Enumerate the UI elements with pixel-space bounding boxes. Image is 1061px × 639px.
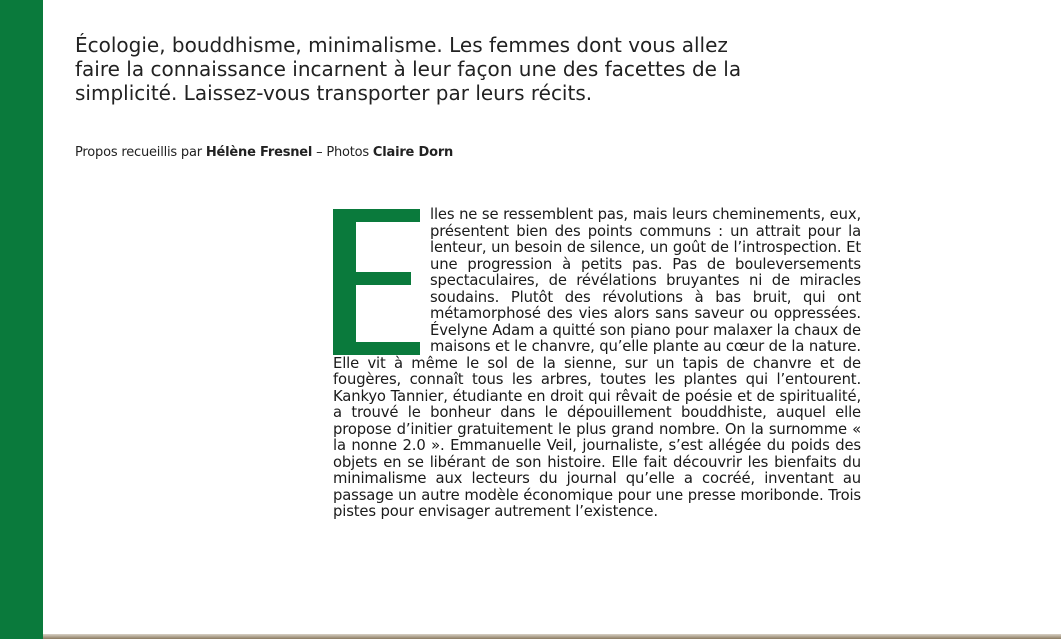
drop-cap-glyph (333, 209, 420, 355)
credits-separator: – Photos (316, 145, 369, 160)
credits-line (75, 145, 453, 160)
drop-cap-letter (333, 207, 334, 208)
article-text: lles ne se ressemblent pas, mais leurs cheminements, eux, présentent bien des points communs : un attrait pour la lenteur, un besoin de silence, un goût de l’introspection. Et une progression à petits pas. Pas de bouleversements spectaculaires, de révélations bruyantes ni de miracles soudains. Plutôt des révolutions à bas bruit, qui ont métamorphosé des vies alors sans saveur ou oppressées. Évelyne Adam a quitté son piano pour malaxer la chaux de maisons et le chanvre, qu’elle plante au cœur de la nature. Elle vit à même le sol de la sienne, sur un tapis de chanvre et de fougères, connaît tous les arbres, toutes les plantes qui l’entourent. Kankyo Tannier, étudiante en droit qui rêvait de poésie et de spiritualité, a trouvé le bonheur dans le dépouillement bouddhiste, auquel elle propose d’initier gratuitement le plus grand nombre. On la surnomme « la nonne 2.0 ». Emmanuelle Veil, journaliste, s’est allégée du poids des objets en se libérant de son histoire. Elle fait découvrir les bienfaits du minimalisme aux lecteurs du journal qu’elle a cocréé, inventant au passage un autre modèle économique pour une presse moribonde. Trois pistes pour envisager autrement l’existence. (333, 206, 861, 520)
drop-cap (333, 207, 420, 355)
article-body (333, 207, 861, 521)
page-bottom-edge (43, 634, 1061, 639)
credits-prefix: Propos recueillis par (75, 145, 202, 160)
credits-author: Hélène Fresnel (205, 145, 313, 160)
intro-paragraph: Écologie, bouddhisme, minimalisme. Les femmes dont vous allez faire la connaissance incarnent à leur façon une des facettes de la simplicité. Laissez-vous transporter par leurs récits. (75, 33, 742, 105)
left-accent-bar (0, 0, 43, 639)
credits-photographer: Claire Dorn (372, 145, 454, 160)
